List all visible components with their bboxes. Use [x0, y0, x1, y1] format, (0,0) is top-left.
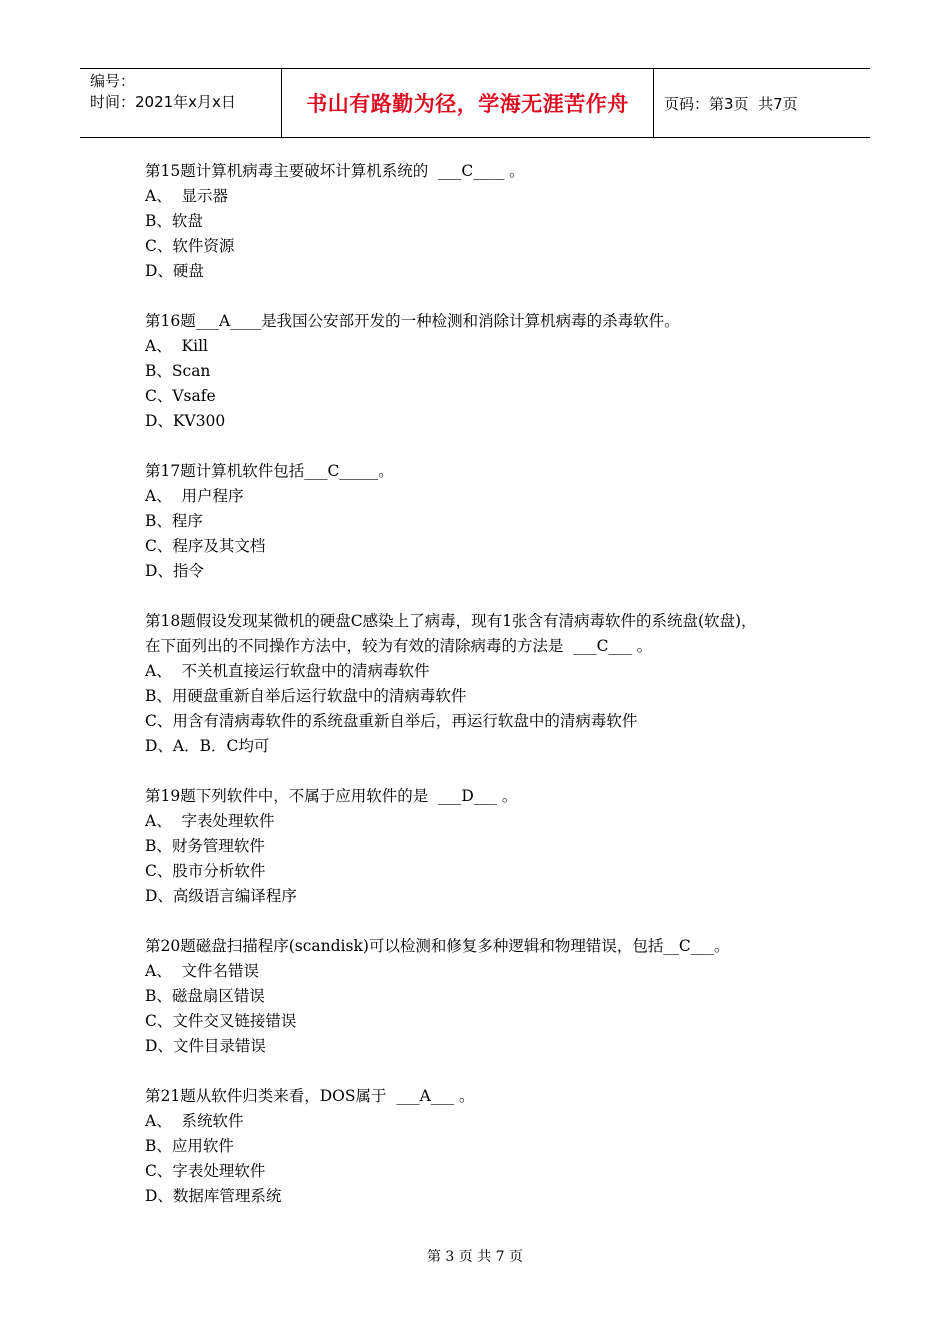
- answer-option: B、用硬盘重新自举后运行软盘中的清病毒软件: [145, 687, 467, 705]
- question-stem: 第21题从软件归类来看，DOS属于 ___A___ 。: [145, 1087, 475, 1105]
- answer-option: C、字表处理软件: [145, 1162, 266, 1180]
- question-block: [145, 309, 845, 434]
- answer-option: A、 字表处理软件: [145, 812, 275, 830]
- answer-option: D、指令: [145, 562, 204, 580]
- answer-option: B、财务管理软件: [145, 837, 265, 855]
- question-list: [145, 159, 845, 1234]
- answer-option: D、A．B．C均可: [145, 737, 270, 755]
- answer-option: C、程序及其文档: [145, 537, 266, 555]
- question-stem: 第15题计算机病毒主要破坏计算机系统的 ___C____ 。: [145, 162, 525, 180]
- answer-option: A、 显示器: [145, 187, 229, 205]
- answer-option: A、 Kill: [145, 337, 208, 355]
- answer-option: C、股市分析软件: [145, 862, 266, 880]
- question-block: [145, 459, 845, 584]
- answer-option: D、高级语言编译程序: [145, 887, 297, 905]
- question-block: [145, 1084, 845, 1209]
- header-page-info: 页码：第3页 共7页: [664, 94, 798, 113]
- answer-option: A、 系统软件: [145, 1112, 244, 1130]
- question-block: [145, 784, 845, 909]
- document-time-label: 时间：2021年x月x日: [90, 93, 236, 111]
- question-stem: 在下面列出的不同操作方法中，较为有效的清除病毒的方法是 ___C___ 。: [145, 637, 653, 655]
- answer-option: B、应用软件: [145, 1137, 234, 1155]
- answer-option: B、程序: [145, 512, 203, 530]
- page-header: [80, 68, 870, 138]
- answer-option: A、 不关机直接运行软盘中的清病毒软件: [145, 662, 430, 680]
- question-block: [145, 609, 845, 759]
- answer-option: A、 文件名错误: [145, 962, 260, 980]
- answer-option: B、软盘: [145, 212, 203, 230]
- header-meta: [80, 69, 281, 137]
- answer-option: B、Scan: [145, 362, 211, 380]
- answer-option: C、文件交叉链接错误: [145, 1012, 297, 1030]
- question-block: [145, 934, 845, 1059]
- page-footer: 第 3 页 共 7 页: [426, 1249, 524, 1265]
- question-stem: 第19题下列软件中，不属于应用软件的是 ___D___ 。: [145, 787, 518, 805]
- answer-option: A、 用户程序: [145, 487, 244, 505]
- answer-option: D、硬盘: [145, 262, 204, 280]
- question-block: [145, 159, 845, 284]
- answer-option: B、磁盘扇区错误: [145, 987, 265, 1005]
- question-stem: 第16题___A____是我国公安部开发的一种检测和消除计算机病毒的杀毒软件。: [145, 312, 680, 330]
- answer-option: D、数据库管理系统: [145, 1187, 282, 1205]
- answer-option: D、KV300: [145, 412, 226, 430]
- question-stem: 第17题计算机软件包括___C_____。: [145, 462, 394, 480]
- answer-option: C、软件资源: [145, 237, 235, 255]
- question-stem: 第20题磁盘扫描程序(scandisk)可以检测和修复多种逻辑和物理错误，包括__C___。: [145, 937, 730, 955]
- question-stem: 第18题假设发现某微机的硬盘C感染上了病毒，现有1张含有清病毒软件的系统盘(软盘)，: [145, 612, 757, 630]
- document-number-label: 编号：: [90, 72, 136, 90]
- answer-option: C、Vsafe: [145, 387, 216, 405]
- answer-option: D、文件目录错误: [145, 1037, 266, 1055]
- answer-option: C、用含有清病毒软件的系统盘重新自举后，再运行软盘中的清病毒软件: [145, 712, 638, 730]
- header-motto: 书山有路勤为径，学海无涯苦作舟: [281, 69, 654, 137]
